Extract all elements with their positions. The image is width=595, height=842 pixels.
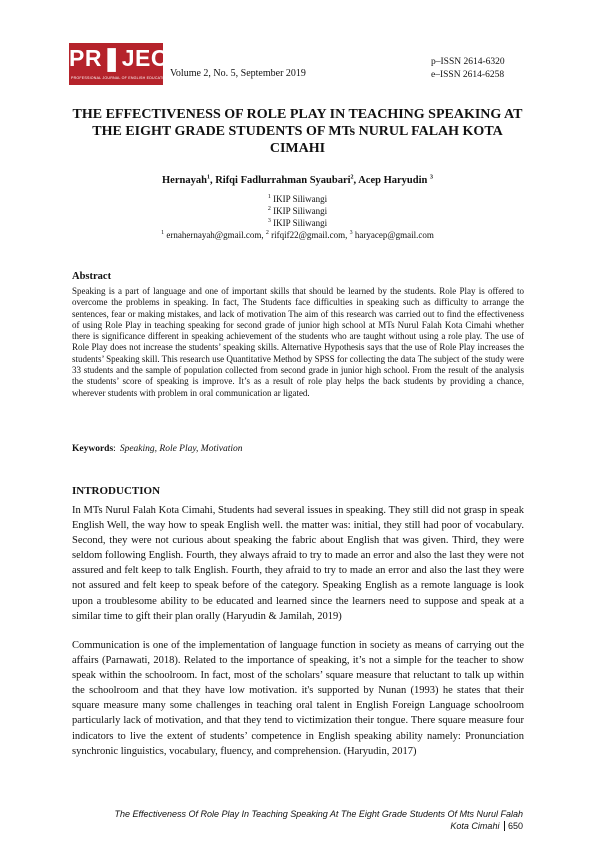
affiliation-text: IKIP Siliwangi bbox=[270, 218, 328, 228]
affiliation-text: IKIP Siliwangi bbox=[270, 206, 328, 216]
author-email: ernahernayah@gmail.com, bbox=[164, 230, 266, 240]
paper-title: THE EFFECTIVENESS OF ROLE PLAY IN TEACHING SPEAKING AT THE EIGHT GRADE STUDENTS OF MTs NURUL FALAH KOTA CIMAHI bbox=[72, 107, 523, 156]
affiliations bbox=[0, 193, 595, 241]
affiliation-mark: 2 bbox=[267, 206, 271, 212]
running-title: The Effectiveness Of Role Play In Teaching Speaking At The Eight Grade Students Of Mts Nurul Falah bbox=[114, 809, 523, 819]
journal-logo bbox=[69, 43, 183, 85]
p-issn: p–ISSN 2614-6320 bbox=[431, 57, 505, 67]
author-email: rifqif22@gmail.com, bbox=[268, 230, 350, 240]
keywords-values: Speaking, Role Play, Motivation bbox=[119, 444, 243, 454]
logo-subtitle: PROFESSIONAL JOURNAL OF ENGLISH EDUCATION bbox=[71, 76, 170, 80]
page-number: 650 bbox=[504, 821, 523, 831]
keywords bbox=[72, 444, 243, 454]
keywords-colon: : bbox=[113, 444, 116, 454]
running-title-end bbox=[72, 820, 523, 832]
author-email: haryacep@gmail.com bbox=[352, 230, 434, 240]
author-separator: , bbox=[209, 175, 216, 186]
email-list bbox=[0, 229, 595, 241]
affiliation bbox=[0, 217, 595, 229]
logo-text: PR❚JECT bbox=[69, 45, 183, 71]
section-heading-introduction: INTRODUCTION bbox=[72, 485, 161, 497]
affiliation bbox=[0, 205, 595, 217]
e-issn: e–ISSN 2614-6258 bbox=[431, 70, 505, 80]
intro-paragraph-1: In MTs Nurul Falah Kota Cimahi, Students had several issues in speaking. They still did not grasp in speak English Well, the way how to speak English well. the matter was: initial, they still had poor of vocabulary. Second, they were not curious about speaking the fabric about English that was given. Third, they were seldom following English. Fourth, they always afraid to try to made an error and also the last they were not assured and felt keep to talk English. Fourth, they afraid to try to made an error and also the last they were not assured and felt keep to speak before of the category. Speaking English as a remote language is look upon a troublesome ability to be educated and learned since the learners need to suppose and speak at a similar time to gift their plan orally (Haryudin & Jamilah, 2019) bbox=[72, 505, 524, 622]
author-name: Rifqi Fadlurrahman Syaubari bbox=[215, 175, 351, 186]
intro-paragraph-2: Communication is one of the implementation of language function in society as means of carrying out the affairs (Parnawati, 2018). Related to the importance of speaking, it’s not a simple for the teacher to show speak within the schoolroom. In fact, most of the scholars’ square measure that reluctant to talk up within the schoolroom and that they have low motivation. it's supported by Nunan (1993) he states that their square measure many some challenges in teaching oral talent in English Foreign Language schoolroom particularly lack of motivation, and that they tend to victimization their tongue. There square measure four indicators to live the extent of students’ competence in English speaking ability namely: Pronunciation synchronic linguistics, vocabulary, fluency, and comprehension. (Haryudin, 2017) bbox=[72, 640, 524, 757]
email-mark: 3 bbox=[349, 230, 353, 236]
author-mark: 3 bbox=[429, 174, 433, 181]
author-list bbox=[0, 175, 595, 186]
affiliation-mark: 3 bbox=[267, 218, 271, 224]
abstract-body: Speaking is a part of language and one of important skills that should be learned by the students. Role Play is offered to overcome the problems in speaking. In fact, The Students face difficulties in speaking such as difficulty to arrange the sentences, fear or making mistakes, and lack of motivation The aim of this research was carried out to find the effectiveness of using Role Play in teaching speaking for second grade of junior high school at MTs Nurul Falah Kota Cimahi whether there is significance different in speaking achievement of the students who are taught without using a role play. The use of Role Play does not increase the students’ speaking skills. Alternative Hypothesis says that the use of Role Play increases the students’ Speaking skill. This research use Quantitative Method by SPSS for collecting the data The subject of the study were 33 students and the sample of population collected from second grade in junior high school. From the result of the analysis the students’ score of speaking is improve. It’s as a result of role play helps the back students by providing a chance, wherever students with problem in oral communication ar ligated. bbox=[72, 286, 524, 398]
affiliation bbox=[0, 193, 595, 205]
email-mark: 2 bbox=[265, 230, 269, 236]
email-mark: 1 bbox=[161, 230, 165, 236]
page-footer bbox=[72, 808, 523, 832]
abstract-heading: Abstract bbox=[72, 271, 112, 282]
volume-info: Volume 2, No. 5, September 2019 bbox=[170, 68, 306, 79]
author-mark: 2 bbox=[350, 174, 354, 181]
author-mark: 1 bbox=[206, 174, 210, 181]
author-name: Acep Haryudin bbox=[358, 175, 430, 186]
running-title-line2: Kota Cimahi bbox=[450, 821, 500, 831]
affiliation-mark: 1 bbox=[267, 194, 271, 200]
keywords-label: Keywords bbox=[72, 444, 114, 454]
issn-block bbox=[431, 56, 505, 82]
affiliation-text: IKIP Siliwangi bbox=[270, 194, 328, 204]
author-separator: , bbox=[353, 175, 359, 186]
author-name: Hernayah bbox=[162, 175, 207, 186]
